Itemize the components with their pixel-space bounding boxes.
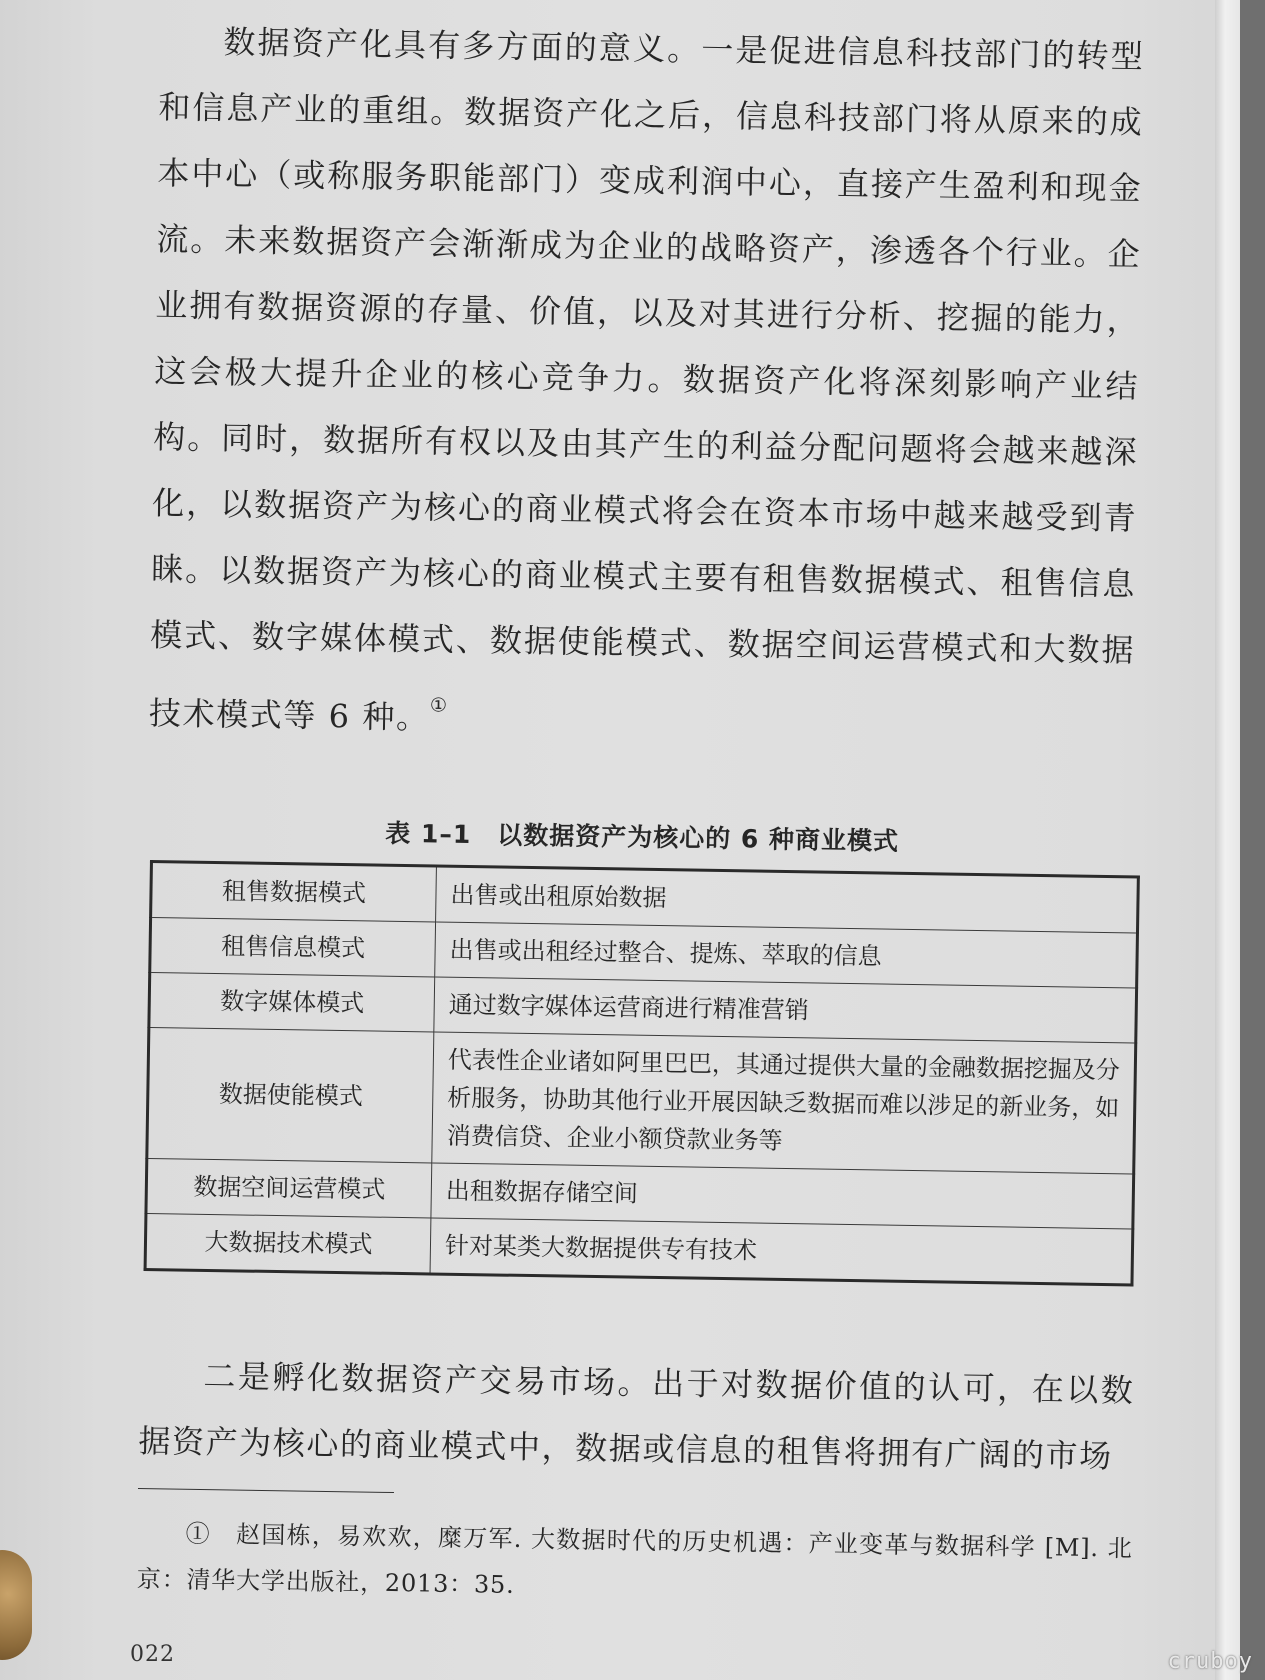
watermark: cruboy — [1167, 1649, 1253, 1674]
body-paragraph-2: 二是孵化数据资产交易市场。出于对数据价值的认可，在以数据资产为核心的商业模式中，数据或信息的租售将拥有广阔的市场 — [138, 1357, 1135, 1476]
body-paragraph-1 — [148, 8, 1144, 762]
description-cell: 代表性企业诸如阿里巴巴，其通过提供大量的金融数据挖掘及分析服务，协助其他行业开展因缺乏数据而难以涉足的新业务，如消费信贷、企业小额贷款业务等 — [432, 1032, 1136, 1174]
business-models-table-wrapper — [144, 860, 1140, 1286]
mode-cell: 数据空间运营模式 — [146, 1158, 432, 1217]
table-caption: 表 1–1 以数据资产为核心的 6 种商业模式 — [385, 818, 900, 856]
mode-cell: 数据使能模式 — [147, 1028, 434, 1163]
mode-cell: 租售数据模式 — [151, 862, 437, 922]
table-row — [147, 1028, 1136, 1174]
description-cell: 出租数据存储空间 — [431, 1163, 1134, 1229]
table-body — [145, 862, 1138, 1285]
mode-cell: 数字媒体模式 — [149, 973, 435, 1032]
description-cell: 针对某类大数据提供专有技术 — [430, 1218, 1133, 1285]
mode-cell: 租售信息模式 — [150, 918, 436, 977]
footnote-divider — [138, 1488, 394, 1493]
footnote: ① 赵国栋，易欢欢，糜万军. 大数据时代的历史机遇：产业变革与数据科学 [M]. 北京：清华大学出版社，2013：35. — [136, 1519, 1133, 1599]
page-number: 022 — [130, 1642, 175, 1667]
description-cell: 通过数字媒体运营商进行精准营销 — [434, 977, 1137, 1043]
description-cell: 出售或出租原始数据 — [436, 866, 1139, 933]
description-cell: 出售或出租经过整合、提炼、萃取的信息 — [435, 922, 1138, 988]
mode-cell: 大数据技术模式 — [145, 1213, 431, 1273]
paragraph-1-text: 数据资产化具有多方面的意义。一是促进信息科技部门的转型和信息产业的重组。数据资产化之后，信息科技部门将从原来的成本中心（或称服务职能部门）变成利润中心，直接产生盈利和现金流。未来数据资产会渐渐成为企业的战略资产，渗透各个行业。企业拥有数据资源的存量、价值，以及对其进行分析、挖掘的能力，这会极大提升企业的核心竞争力。数据资产化将深刻影响产业结构。同时，数据所有权以及由其产生的利益分配问题将会越来越深化，以数据资产为核心的商业模式将会在资本市场中越来越受到青睐。以数据资产为核心的商业模式主要有租售数据模式、租售信息模式、数字媒体模式、数据使能模式、数据空间运营模式和大数据技术模式等 6 种。 — [148, 23, 1145, 737]
business-models-table — [144, 860, 1140, 1286]
footnote-reference: ① — [429, 693, 449, 717]
